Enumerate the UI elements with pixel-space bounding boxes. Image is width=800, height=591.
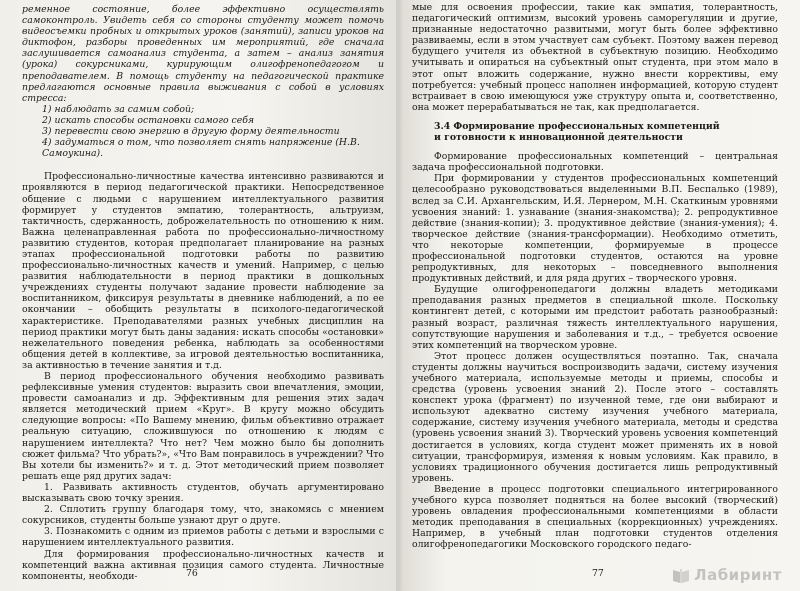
list-item: 1. Развивать активность студентов, обучать аргументировано высказывать свою точку зрения. [22, 481, 384, 505]
left-page [0, 0, 398, 591]
list-item: 3) перевести свою энергию в другую форму деятельности [42, 126, 340, 138]
right-page [398, 0, 800, 591]
list-item: 4) задуматься о том, что позволяет снять напряжение (Н.В. Самоукина). [42, 137, 360, 160]
section-heading-line: 3.4 Формирование профессиональных компетенций [434, 120, 720, 132]
section-heading [412, 121, 778, 143]
left-top-paragraph: ременное состояние, более эффективно осуществлять самоконтроль. Увидеть себя со стороны студенту может помочь видеосъемки пробных и открытых уроков (занятий), записи уроков на диктофон, разборы проведенных им мероприятий, где сначала заслушивается самоанализ студента, а затем – анализ занятия (урока) сокурсниками, курирующим олигофренопедагогом и преподавателем. В помощь студенту на педагогической практике предлагаются основные правила выживания с собой в условиях стресса: [22, 4, 384, 104]
list-item: 3. Познакомить с одним из приемов работы с детьми и взрослыми с нарушением интеллектуального развития. [22, 526, 384, 549]
book-icon [671, 567, 691, 585]
section-heading-line: и готовности к инновационной деятельности [434, 132, 683, 144]
page-number: 76 [186, 567, 198, 579]
list-item: 2) искать способы остановки самого себя [42, 114, 255, 126]
paragraph: Формирование профессиональных компетенций – центральная задача профессиональной подготовки. [412, 151, 778, 174]
paragraph: Для формирования профессионально-личностных качеств и компетенций важна активная позиция самого студента. Личностные компоненты, необходи- [22, 548, 384, 582]
paragraph: Введение в процесс подготовки специального интегрированного учебного курса позволяет подняться на более высокий (творческий) уровень овладения профессиональными компетенциями в области методик преподавания в специальных (коррекционных) учреждениях. Например, в учебный план подготовки студентов отделения олигофренопедагогики Московского городского педаго- [412, 483, 778, 551]
list-item: 2. Сплотить группу благодаря тому, что, знакомясь с мнением сокурсников, студенты больше узнают друг о друге. [22, 504, 384, 527]
watermark-text: Лабиринт [694, 566, 782, 585]
watermark [671, 567, 782, 585]
right-top-paragraph: мые для освоения профессии, такие как эмпатия, толерантность, педагогический оптимизм, высокий уровень саморегуляции и другие, признанные недостаточно развитыми, могут быть более эффективно развиваемы, если в этом участвует сам субъект. Поэтому важен перевод будущего учителя из объектной в субъектную позицию. Необходимо учитывать и опираться на субъектный опыт студента, при этом мало в этот опыт вложить содержание, нужно внести коррективы, ему потребуется: учебный процесс наполнен информацией, которую студент встраивает в свою имеющуюся уже структуру опыта и, соответственно, она может перерабатываться не так, как предполагается. [412, 2, 778, 113]
paragraph: Будущие олигофренопедагоги должны владеть методиками преподавания разных предметов в специальной школе. Поскольку контингент детей, с которыми им предстоит работать разнообразный: разный возраст, различная тяжесть интеллектуального нарушения, сопутствующие нарушения и заболевания и т.д., – требуется освоение этих компетенций на творческом уровне. [412, 284, 778, 351]
list-item: 1) наблюдать за самим собой; [42, 103, 195, 115]
page-number: 77 [592, 567, 604, 579]
paragraph: Этот процесс должен осуществляться поэтапно. Так, сначала студенты должны научиться воспроизводить задачи, систему изучения учебного материала, используемые методы и приемы, способы и средства (уровень усвоения знаний 2). После этого – составлять конспект урока (фрагмент) по изученной теме, где они выбирают и используют адекватно систему изучения учебного материала, содержание, систему изучения учебного материала, методы и средства (уровень усвоения знаний 3). Творческий уровень усвоения компетенций достигается в условиях, когда студент может применять их в новой ситуации, трансформируя, изменяя к новым условиям. Как правило, в условиях традиционного обучения достигается лишь репродуктивный уровень. [412, 350, 778, 484]
stress-rules-list [22, 104, 384, 159]
book-gutter [396, 0, 402, 591]
paragraph: В период профессионального обучения необходимо развивать рефлексивные умения студентов: выразить свои впечатления, эмоции, провести самоанализ и др. Эффективным для решения этих задач является методический прием «Круг». В кругу можно обсудить следующие вопросы: «По Вашему мнению, фильм объективно отражает реальную ситуацию, сложившуюся по отношению к людям с нарушением интеллекта? Что нет? Чем можно было бы дополнить сюжет фильма? Что убрать?», «Что Вам понравилось в учреждении? Что Вы хотели бы изменить?» и т. д. Этот методический прием позволяет решать еще ряд других задач: [22, 371, 384, 482]
paragraph: Профессионально-личностные качества интенсивно развиваются и проявляются в период педагогической практики. Непосредственное общение с людьми с нарушением интеллектуального развития формирует у студентов эмпатию, толерантность, альтруизм, тактичность, сдержанность, доброжелательность по отношению к ним. Важна целенаправленная работа по профессионально-личностному развитию студентов, которая предполагает планирование на разных этапах профессиональной подготовки работы по развитию профессионально-личностных качеств и умений. Например, с целью развития наблюдательности в период практики в дошкольных учреждениях студенты получают задание провести наблюдение за воспитанником, фиксируя результаты в дневнике наблюдений, а по ее окончании – обобщить результаты в психолого-педагогической характеристике. Преподавателями разных учебных дисциплин на период практики могут быть даны задания: искать способы «остановки» нежелательного поведения ребенка, наблюдать за особенностями общения детей в коллективе, за игровой деятельностью воспитанника, за активностью в течение занятия и т.д. [22, 171, 384, 371]
paragraph: При формировании у студентов профессиональных компетенций целесообразно руководствоваться выделенными В.П. Беспалько (1989), вслед за С.И. Архангельским, И.Я. Лернером, М.Н. Скаткиным уровнями усвоения знаний: 1. узнавание (знания-знакомства); 2. репродуктивное действие (знания-копии); 3. продуктивное действие (знания-умения); 4. творческое действие (знания-трансформации). Необходимо отметить, что некоторые компетенции, формируемые в процессе профессиональной подготовки студентов, остаются на уровне репродуктивных, для некоторых – повседневного выполнения продуктивных действий, и для ряда других – творческого уровня. [412, 173, 778, 285]
